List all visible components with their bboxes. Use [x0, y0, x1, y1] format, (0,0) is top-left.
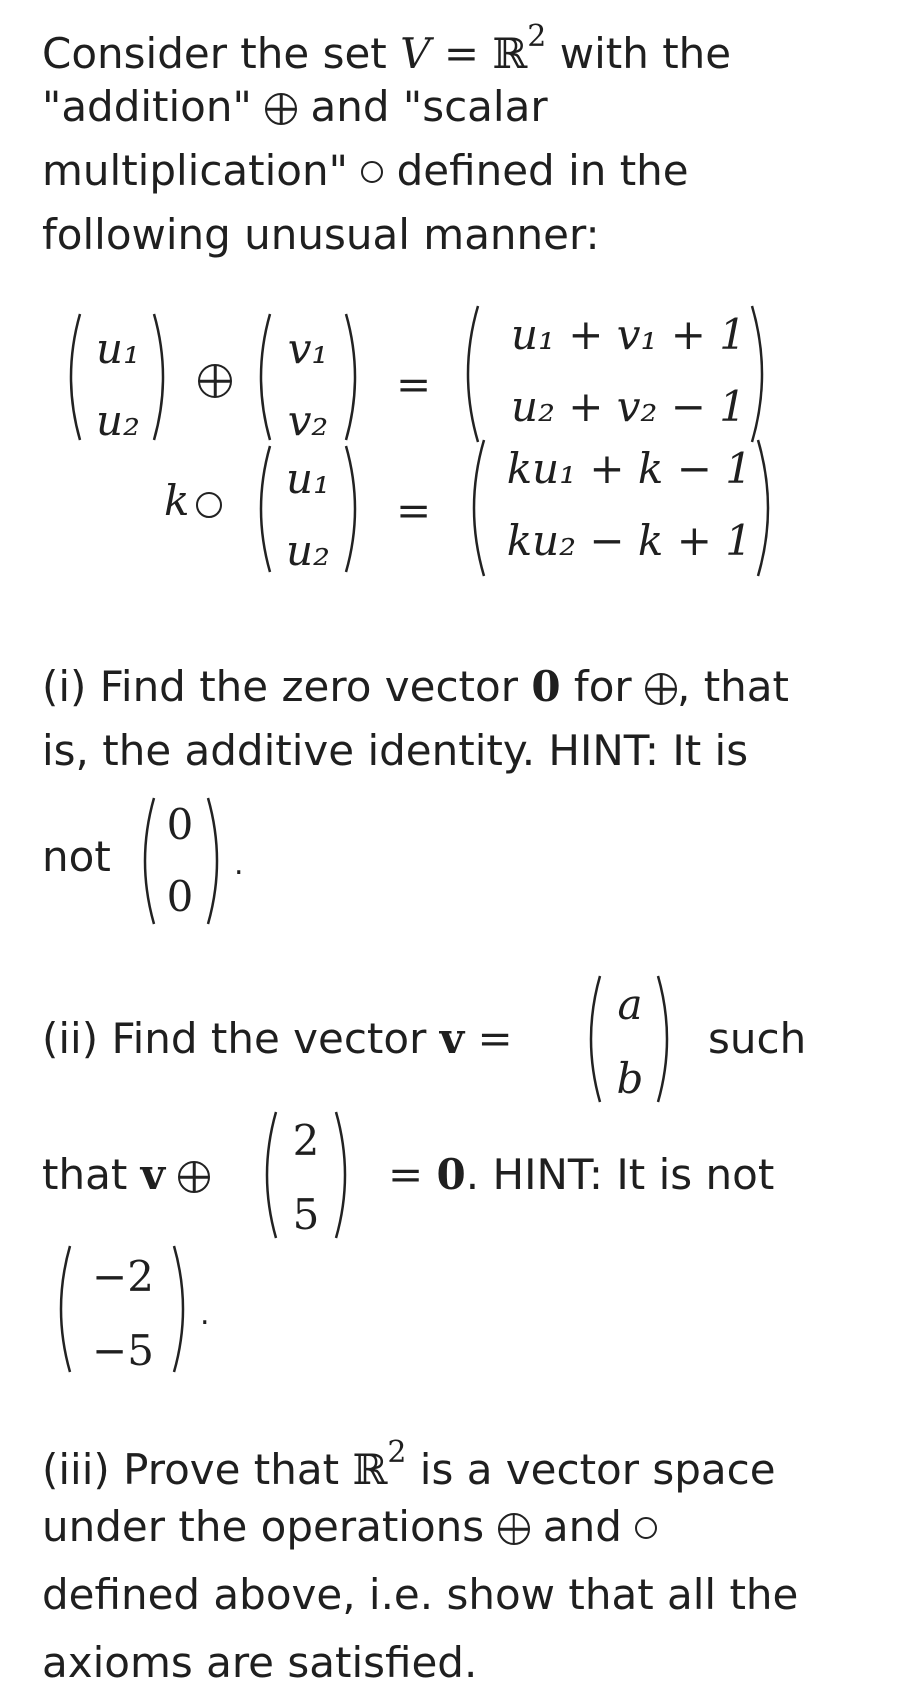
math-zero-vector: 0: [531, 662, 561, 711]
right-paren: [750, 304, 774, 444]
intro-text: Consider the set: [42, 29, 401, 78]
left-paren: [250, 444, 272, 574]
matrix-cell: −5: [92, 1326, 154, 1375]
math-equals: =: [430, 29, 493, 78]
intro-text: with the: [546, 29, 732, 78]
matrix-cell: u₂ + v₂ − 1: [511, 382, 746, 431]
intro-text: and "scalar: [297, 82, 548, 131]
part-i-line-2: is, the additive identity. HINT: It is: [42, 726, 749, 775]
part-ii-line-1: [42, 1014, 513, 1063]
math-k: k: [164, 476, 190, 525]
math-reals: ℝ: [352, 1445, 388, 1494]
part-i-line-1: [42, 662, 790, 711]
left-paren: [60, 312, 82, 442]
matrix-cell: u₁: [96, 324, 140, 373]
matrix-cell: 5: [292, 1190, 320, 1239]
matrix-cell: u₁: [286, 454, 330, 503]
right-paren: [206, 796, 228, 926]
part-iii-text: under the operations: [42, 1502, 498, 1551]
part-iii-text: and: [529, 1502, 636, 1551]
matrix-cell: −2: [92, 1252, 154, 1301]
math-reals: ℝ: [492, 29, 528, 78]
oplus-icon: [265, 93, 297, 125]
right-paren: [756, 438, 780, 578]
matrix-cell: 0: [166, 872, 194, 921]
part-i-text: (i) Find the zero vector: [42, 662, 532, 711]
part-ii-text: . HINT: It is not: [465, 1150, 775, 1199]
matrix-cell: a: [617, 980, 643, 1029]
part-i-not: not: [42, 832, 111, 881]
part-iii-text: is a vector space: [406, 1445, 776, 1494]
part-i-text: , that: [677, 662, 790, 711]
matrix-cell: u₁ + v₁ + 1: [511, 310, 746, 359]
right-paren: [344, 312, 366, 442]
math-vector-v: v: [140, 1150, 166, 1199]
math-equals: =: [396, 360, 432, 409]
period: .: [200, 1297, 210, 1332]
left-paren: [50, 1244, 72, 1374]
left-paren: [256, 1110, 278, 1240]
part-ii-text: that: [42, 1150, 141, 1199]
math-equals: =: [464, 1014, 513, 1063]
matrix-cell: u₂: [96, 396, 140, 445]
matrix-cell: v₁: [287, 324, 329, 373]
matrix-cell: u₂: [286, 526, 330, 575]
part-iii-line-2: [42, 1502, 657, 1551]
circ-icon: [196, 492, 222, 518]
math-superscript: 2: [387, 1435, 407, 1470]
math-V: V: [400, 29, 431, 78]
matrix-cell: 0: [166, 800, 194, 849]
intro-line-2: [42, 82, 548, 131]
part-iii-text: (iii) Prove that: [42, 1445, 353, 1494]
oplus-icon: [645, 673, 677, 705]
period: .: [234, 847, 244, 882]
math-equals: =: [388, 1150, 437, 1199]
intro-text: "addition": [42, 82, 266, 131]
intro-line-4: following unusual manner:: [42, 210, 600, 259]
left-paren: [580, 974, 602, 1104]
oplus-icon: [178, 1161, 210, 1193]
right-paren: [344, 444, 366, 574]
matrix-cell: 2: [292, 1116, 320, 1165]
math-zero-vector: 0: [436, 1150, 466, 1199]
matrix-cell: v₂: [287, 396, 329, 445]
part-ii-text: (ii) Find the vector: [42, 1014, 440, 1063]
right-paren: [334, 1110, 356, 1240]
part-iii-line-4: axioms are satisfied.: [42, 1638, 478, 1687]
math-equals: =: [396, 486, 432, 535]
part-iii-line-3: defined above, i.e. show that all the: [42, 1570, 799, 1619]
right-paren: [656, 974, 678, 1104]
intro-text: multiplication": [42, 146, 362, 195]
part-ii-line-2: [42, 1150, 210, 1199]
left-paren: [250, 312, 272, 442]
right-paren: [152, 312, 174, 442]
oplus-icon: [198, 364, 232, 398]
right-paren: [172, 1244, 194, 1374]
intro-line-1: [42, 19, 732, 78]
circ-icon: [635, 1517, 657, 1539]
left-paren: [134, 796, 156, 926]
part-ii-line-2b: [388, 1150, 775, 1199]
part-ii-text: such: [708, 1014, 807, 1063]
intro-line-3: [42, 146, 689, 195]
matrix-cell: ku₁ + k − 1: [506, 444, 752, 493]
left-paren: [462, 438, 486, 578]
circ-icon: [361, 161, 383, 183]
oplus-icon: [498, 1513, 530, 1545]
matrix-cell: ku₂ − k + 1: [506, 516, 752, 565]
intro-text: defined in the: [383, 146, 689, 195]
matrix-cell: b: [616, 1054, 644, 1103]
math-vector-v: v: [439, 1014, 465, 1063]
left-paren: [456, 304, 480, 444]
part-i-text: for: [560, 662, 646, 711]
part-iii-line-1: [42, 1435, 776, 1494]
math-superscript: 2: [527, 19, 547, 54]
